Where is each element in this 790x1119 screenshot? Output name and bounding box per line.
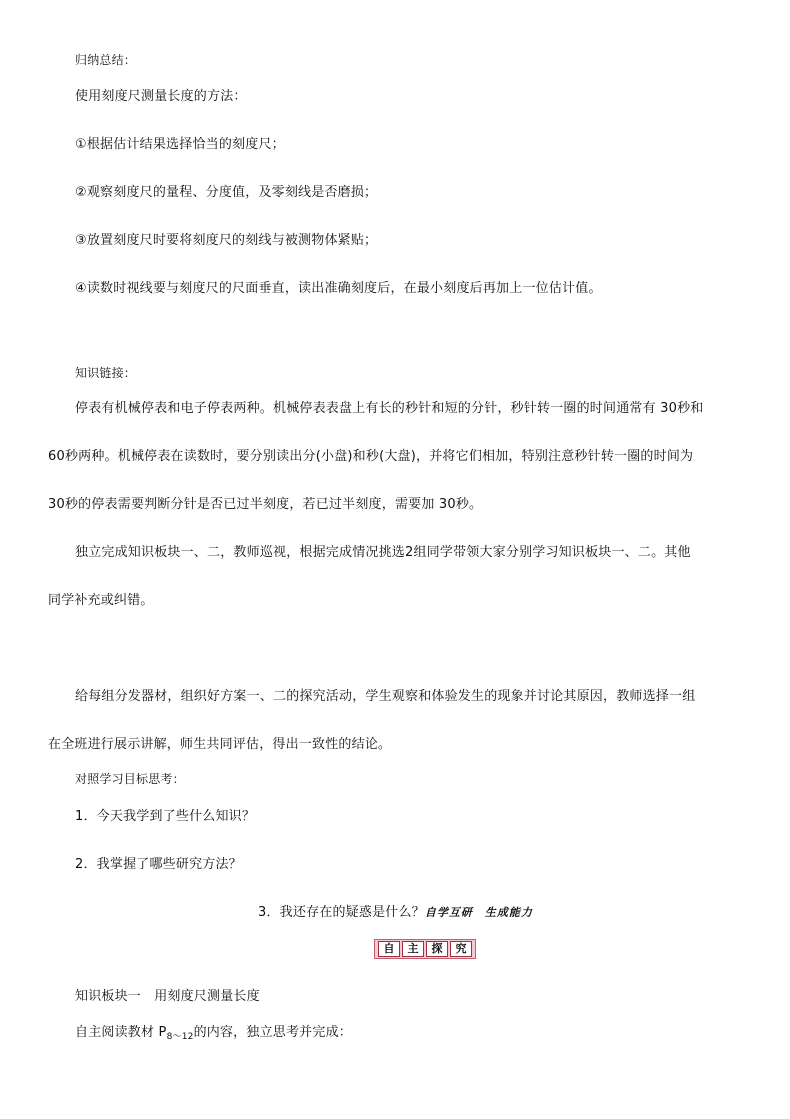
read-pages: 8～12 (166, 1032, 194, 1042)
knowledge-link-line-1: 停表有机械停表和电子停表两种。机械停表表盘上有长的秒针和短的分针，秒针转一圈的时间通常有 30秒和 (75, 401, 704, 416)
reflection-question-3 (258, 905, 533, 921)
self-explore-stamp (374, 939, 476, 959)
method-step-1: ①根据估计结果选择恰当的刻度尺； (75, 137, 285, 152)
module-title: 知识板块一 用刻度尺测量长度 (75, 989, 260, 1004)
section-banner-text: 自学互研 生成能力 (424, 906, 533, 919)
summary-heading: 归纳总结： (75, 53, 137, 67)
read-suffix: 的内容，独立思考并完成： (193, 1025, 352, 1040)
reflection-question-3-text: 3．我还存在的疑惑是什么？ (258, 905, 425, 920)
independent-line-2: 同学补充或纠错。 (48, 593, 154, 608)
stamp-char: 探 (426, 941, 448, 957)
stamp-char: 主 (402, 941, 424, 957)
stamp-char: 究 (450, 941, 472, 957)
module-read-instruction (75, 1025, 352, 1045)
reflection-heading: 对照学习目标思考： (75, 772, 185, 786)
reflection-question-2: 2．我掌握了哪些研究方法？ (75, 857, 242, 872)
stamp-char: 自 (378, 941, 400, 957)
method-title: 使用刻度尺测量长度的方法： (75, 89, 247, 104)
independent-line-1: 独立完成知识板块一、二，教师巡视，根据完成情况挑选2组同学带领大家分别学习知识板块一、二。其他 (75, 545, 691, 560)
method-step-4: ④读数时视线要与刻度尺的尺面垂直，读出准确刻度后，在最小刻度后再加上一位估计值。 (75, 281, 602, 296)
knowledge-link-heading: 知识链接： (75, 366, 137, 380)
method-step-3: ③放置刻度尺时要将刻度尺的刻线与被测物体紧贴； (75, 233, 378, 248)
knowledge-link-line-3: 30秒的停表需要判断分针是否已过半刻度，若已过半刻度，需要加 30秒。 (48, 497, 483, 512)
knowledge-link-line-2: 60秒两种。机械停表在读数时，要分别读出分(小盘)和秒(大盘)，并将它们相加，特别注意秒针转一圈的时间为 (48, 449, 694, 464)
experiment-line-1: 给每组分发器材，组织好方案一、二的探究活动，学生观察和体验发生的现象并讨论其原因，教师选择一组 (75, 689, 696, 704)
read-prefix: 自主阅读教材 P (75, 1025, 167, 1040)
method-step-2: ②观察刻度尺的量程、分度值，及零刻线是否磨损； (75, 185, 378, 200)
experiment-line-2: 在全班进行展示讲解，师生共同评估，得出一致性的结论。 (48, 737, 392, 752)
reflection-question-1: 1．今天我学到了些什么知识？ (75, 809, 256, 824)
